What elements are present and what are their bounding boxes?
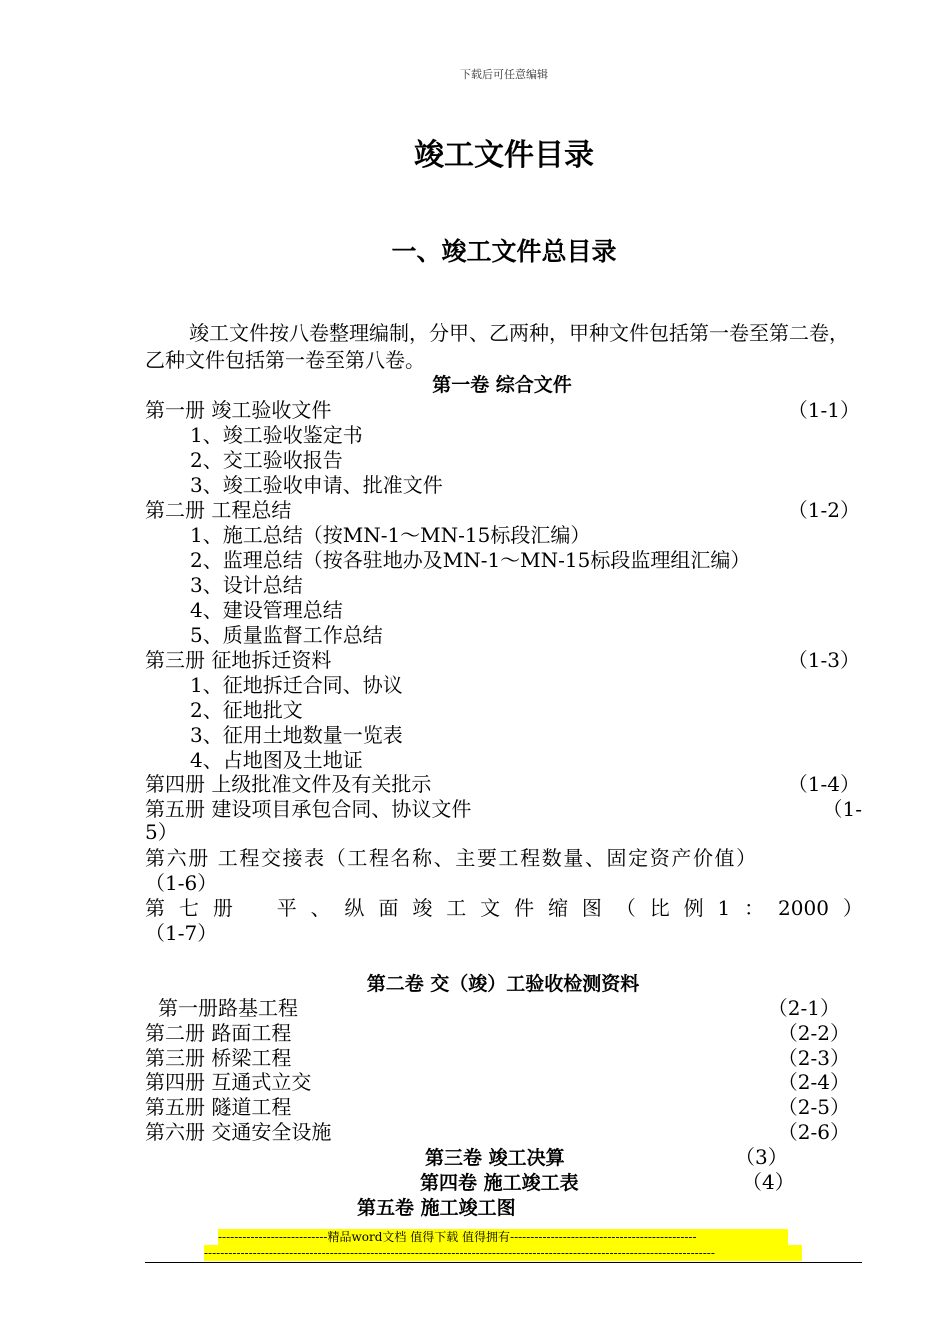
book-1-6-code: （1-6）	[145, 871, 218, 895]
book-1-5-code-part2: 5）	[145, 820, 178, 844]
book-1-1-code: （1-1）	[787, 398, 860, 422]
book-1-7-char: 工	[446, 896, 467, 920]
book-2-1-code: （2-1）	[767, 996, 840, 1020]
book-2-2-code: （2-2）	[777, 1021, 850, 1045]
book-1-7-char: 缩	[547, 896, 568, 920]
book-1-7-char: 七	[178, 896, 199, 920]
list-item: 1、施工总结（按MN-1～MN-15标段汇编）	[190, 523, 591, 547]
book-2-6-label: 第六册 交通安全设施	[145, 1120, 332, 1144]
book-2-1-label: 第一册路基工程	[158, 996, 298, 1020]
book-2-4-label: 第四册 互通式立交	[145, 1070, 312, 1094]
book-1-7-char: 竣	[412, 896, 433, 920]
book-1-4-code: （1-4）	[787, 772, 860, 796]
book-1-7-code: （1-7）	[145, 921, 218, 945]
book-1-7-char: 1	[717, 896, 731, 920]
book-2-6-code: （2-6）	[777, 1120, 850, 1144]
book-1-3-label: 第三册 征地拆迁资料	[145, 648, 332, 672]
book-1-7-char: 比	[649, 896, 670, 920]
book-1-4-label: 第四册 上级批准文件及有关批示	[145, 772, 432, 796]
footer-watermark-line-2: ------------------------------------------------------------------------------------------------------------------------------	[204, 1245, 802, 1261]
book-1-7-char: 2000	[778, 896, 829, 920]
book-1-7-char: 纵	[344, 896, 365, 920]
book-1-7-char: 例	[683, 896, 704, 920]
list-item: 2、征地批文	[190, 698, 303, 722]
footer-watermark-line-1: ---------------------------精品word文档 值得下载 值得拥有----------------------------------------------	[218, 1229, 788, 1245]
book-2-4-code: （2-4）	[777, 1070, 850, 1094]
list-item: 3、征用土地数量一览表	[190, 723, 403, 747]
book-1-7-char: 第	[145, 896, 165, 920]
section-title: 一、竣工文件总目录	[391, 237, 617, 266]
intro-paragraph: 竣工文件按八卷整理编制，分甲、乙两种，甲种文件包括第一卷至第二卷，乙种文件包括第一卷至第八卷。	[145, 321, 849, 372]
book-1-2-code: （1-2）	[787, 498, 860, 522]
list-item: 1、竣工验收鉴定书	[190, 423, 363, 447]
volume-1-title: 第一卷 综合文件	[432, 374, 572, 396]
book-1-3-code: （1-3）	[787, 648, 860, 672]
volume-4-code: （4）	[742, 1170, 795, 1194]
book-1-2-label: 第二册 工程总结	[145, 498, 292, 522]
volume-4-title: 第四卷 施工竣工表	[420, 1172, 579, 1194]
book-2-5-label: 第五册 隧道工程	[145, 1095, 292, 1119]
volume-2-title: 第二卷 交（竣）工验收检测资料	[366, 973, 640, 995]
book-1-7-char: 册	[212, 896, 233, 920]
book-2-2-label: 第二册 路面工程	[145, 1021, 292, 1045]
book-1-7-char: ：	[744, 896, 765, 920]
book-1-7-char: 件	[514, 896, 535, 920]
book-2-5-code: （2-5）	[777, 1095, 850, 1119]
book-1-7-char: 文	[480, 896, 501, 920]
list-item: 4、占地图及土地证	[190, 748, 363, 772]
book-1-7-char: （	[615, 896, 636, 920]
list-item: 4、建设管理总结	[190, 598, 343, 622]
list-item: 3、设计总结	[190, 573, 303, 597]
book-1-7-char: 面	[378, 896, 399, 920]
book-1-7-char: 图	[581, 896, 602, 920]
book-1-5-code-part1: （1-	[822, 797, 862, 821]
list-item: 2、交工验收报告	[190, 448, 343, 472]
book-2-3-label: 第三册 桥梁工程	[145, 1046, 292, 1070]
list-item: 5、质量监督工作总结	[190, 623, 383, 647]
book-1-6-label: 第六册 工程交接表（工程名称、主要工程数量、固定资产价值）	[145, 846, 758, 870]
list-item: 3、竣工验收申请、批准文件	[190, 473, 443, 497]
list-item: 1、征地拆迁合同、协议	[190, 673, 403, 697]
book-1-7-label	[145, 896, 863, 921]
book-1-7-char: ）	[842, 896, 863, 920]
list-item: 2、监理总结（按各驻地办及MN-1～MN-15标段监理组汇编）	[190, 548, 751, 572]
volume-3-title: 第三卷 竣工决算	[425, 1147, 565, 1169]
book-1-5-label: 第五册 建设项目承包合同、协议文件	[145, 797, 472, 821]
book-1-7-char: 、	[310, 896, 331, 920]
volume-5-title: 第五卷 施工竣工图	[357, 1197, 516, 1219]
header-note: 下载后可任意编辑	[460, 68, 548, 81]
book-1-7-char: 平	[276, 896, 297, 920]
book-1-1-label: 第一册 竣工验收文件	[145, 398, 332, 422]
page-title: 竣工文件目录	[414, 138, 594, 173]
book-2-3-code: （2-3）	[777, 1046, 850, 1070]
footer-divider	[145, 1262, 862, 1263]
volume-3-code: （3）	[735, 1145, 788, 1169]
